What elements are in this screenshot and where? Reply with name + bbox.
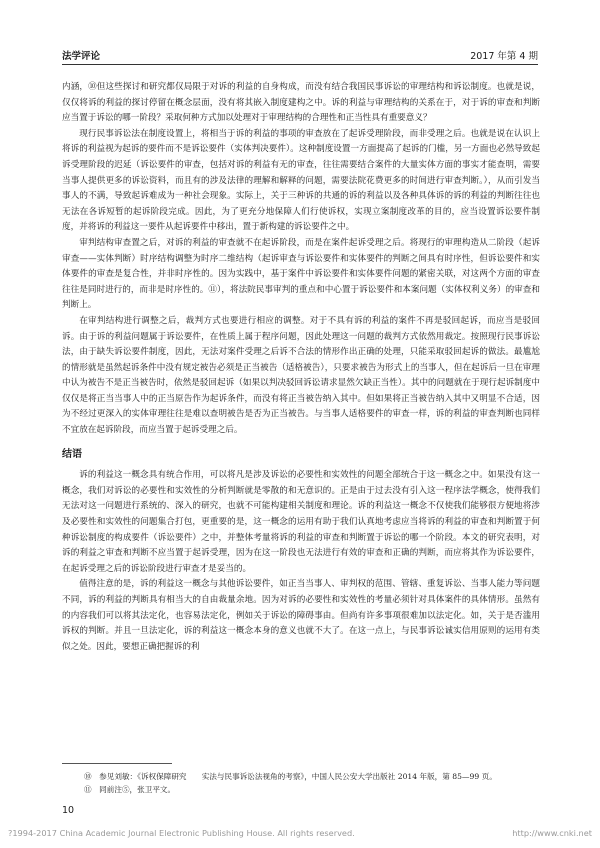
source-url: http://www.cnki.net [512, 828, 592, 838]
footnote: ⑪ 同前注⑤，张卫平文。 [84, 785, 176, 794]
article-body [62, 80, 540, 655]
body-paragraph: 现行民事诉讼法在制度设置上，将相当于诉的利益的事项的审查放在了起诉受理阶段，而非受理之后。也就是说在认识上将诉的利益视为起诉的要件而不是诉讼要件（实体判决要件）。这种制度设置一方面提高了起诉的门槛，另一方面也必然导致起诉受理阶段的迟延（诉讼要件的审查，包括对诉的利益有无的审查，往往需要结合案件的大量实体方面的事实才能查明，需要当事人提供更多的诉讼资料，而且有的涉及法律的理解和解释的问题，需要法院花费更多的时间进行审查判断。），从而引发当事人的不满，导致起诉难成为一种社会现象。实际上，关于三种诉的共通的诉的利益以及各种具体诉的诉的利益的判断往往也无法在各诉短暂的起诉阶段完成。因此，为了更充分地保障人们行使诉权，实现立案制度改革的目的，应当设置诉讼要件制度，并将诉的利益这一要件从起诉要件中移出，置于新构建的诉讼要件之中。 [62, 128, 540, 233]
page-number: 10 [62, 805, 75, 816]
conclusion-paragraph: 诉的利益这一概念具有统合作用，可以将凡是涉及诉讼的必要性和实效性的问题全部统合于这一概念之中。如果没有这一概念，我们对诉讼的必要性和实效性的分析判断就是零散的和无意识的。正是由于过去没有引入这一程序法学概念，使得我们无法对这一问题进行系统的、深入的研究，也就不可能构建相关制度和理论。诉的利益这一概念不仅使我们能够很方便地将涉及必要性和实效性的问题集合打包，更重要的是，这一概念的运用有助于我们认真地考虑应当将诉的利益的审查和判断置于何种诉讼制度的构成要件（诉讼要件）之中，并整体考量将诉的利益的审查和判断置于诉讼的哪一个阶段。本文的研究表明，对诉的利益之审查和判断不应当置于起诉受理，因为在这一阶段也无法进行有效的审查和正确的判断，而应将其作为诉讼要件，在起诉受理之后的诉讼阶段进行审查才是妥当的。 [62, 470, 540, 574]
body-paragraph: 审判结构审查置之后，对诉的利益的审查就不在起诉阶段，而是在案件起诉受理之后。将现行的审理构造从二阶段（起诉审查——实体判断）时序结构调整为时序二维结构（起诉审查与诉讼要件和实体要件的判断之间具有时序性，但诉讼要件和实体要件的审查是复合性，并非时序性的。因为实践中，基于案件中诉讼要件和实体要件问题的紧密关联，对这两个方面的审查往往是同时进行的，而非是时序性的。⑪），将法院民事审判的重点和中心置于诉讼要件和本案问题（实体权利义务）的审查和判断上。 [62, 237, 540, 311]
footnote: ⑩ 参见刘敏：《诉权保障研究 实法与民事诉讼法视角的考察》，中国人民公安大学出版社 2014 年版，第 85—99 页。 [84, 772, 497, 781]
journal-name: 法学评论 [62, 51, 101, 62]
footnote-divider [62, 763, 172, 764]
running-header [62, 48, 538, 65]
body-paragraph: 内涵，⑩但这些探讨和研究都仅局限于对诉的利益的自身构成，而没有结合我国民事诉讼的审理结构和诉讼制度。也就是说，仅仅将诉的利益的探讨停留在概念层面，没有将其嵌入制度建构之中。诉的利益与审理结构的关系在于，对于诉的审查和判断应当置于诉讼的哪一阶段？采取何种方式加以处理对于审理结构的合理性和正当性具有重要意义？ [62, 82, 540, 124]
conclusion-paragraph: 值得注意的是，诉的利益这一概念与其他诉讼要件，如正当当事人、审判权的范围、管辖、重复诉讼、当事人能力等问题不同，诉的利益的判断具有相当大的自由裁量余地。因为对诉的必要性和实效性的考量必须针对具体案件的具体情形。虽然有的内容我们可以将其法定化，也容易法定化，例如关于诉讼的障碍事由。但尚有许多事项很难加以法定化。如，关于是否滥用诉权的判断。并且一旦法定化，诉的利益这一概念本身的意义也就不大了。在这一点上，与民事诉讼诚实信用原则的运用有类似之处。因此，要想正确把握诉的利 [62, 579, 540, 652]
copyright-watermark [0, 828, 600, 842]
footnotes [62, 770, 540, 796]
body-paragraph: 在审判结构进行调整之后，裁判方式也要进行相应的调整。对于不具有诉的利益的案件不再是驳回起诉，而应当是驳回诉。由于诉的利益问题属于诉讼要件，在性质上属于程序问题，因此处理这一问题的裁判方式依然用裁定。按照现行民事诉讼法，由于缺失诉讼要件制度，因此，无法对案件受理之后诉不合法的情形作出正确的处理，只能采取驳回起诉的做法。最尴尬的情形就是虽然起诉条件中没有规定被告必须是正当被告（适格被告），只要求被告为形式上的当事人，但在起诉后一旦在审理中认为被告不是正当被告时，依然是驳回起诉（如果以判决驳回诉讼请求显然欠缺正当性）。其中的问题就在于现行起诉制度中仅仅是将正当当事人中的正当原告作为起诉条件，而没有将正当被告纳入其中。但如果将正当被告纳入其中又明显不合适，因为不经过更深入的实体审理往往是难以查明被告是否为正当被告。与当事人适格要件的审查一样，诉的利益的审查判断也同样不宜放在起诉阶段，而应当置于起诉受理之后。 [62, 315, 540, 436]
issue-label: 2017 年第 4 期 [470, 51, 538, 62]
copyright-text: ?1994-2017 China Academic Journal Electronic Publishing House. All rights reserved. [8, 828, 355, 838]
section-title-conclusion: 结语 [62, 448, 82, 460]
